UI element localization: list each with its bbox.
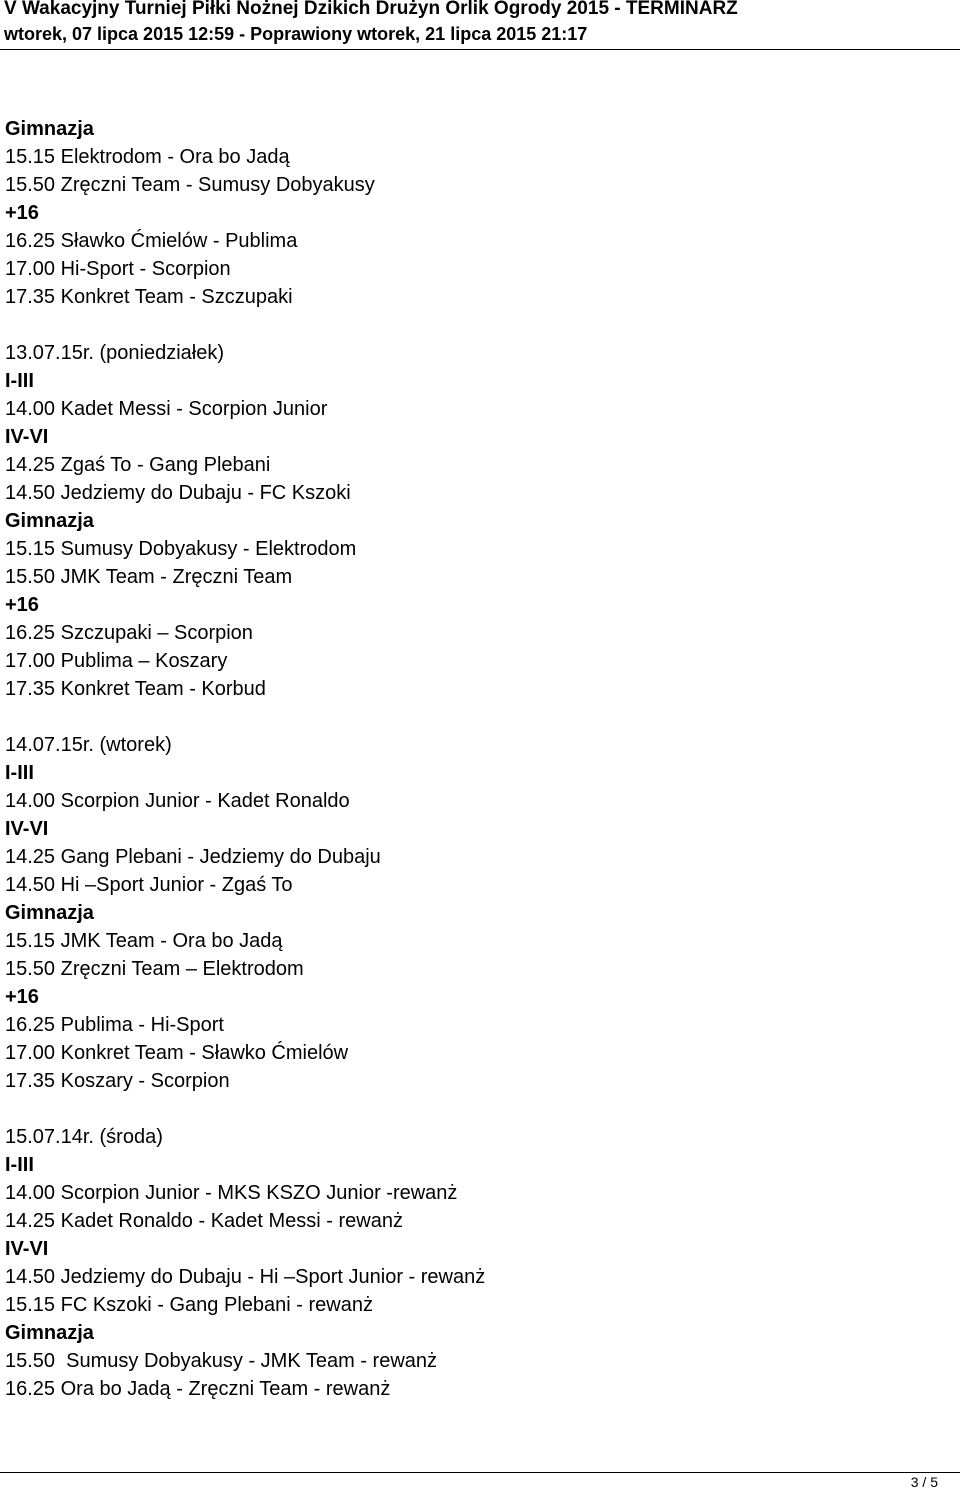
document-meta: wtorek, 07 lipca 2015 12:59 - Poprawiony wtorek, 21 lipca 2015 21:17 xyxy=(4,24,588,44)
match-line: 15.50 JMK Team - Zręczni Team xyxy=(5,566,293,588)
group-heading: Gimnazja xyxy=(5,118,94,140)
group-heading: Gimnazja xyxy=(5,1322,94,1344)
group-heading: IV-VI xyxy=(5,426,49,448)
match-line: 15.15 FC Kszoki - Gang Plebani - rewanż xyxy=(5,1294,373,1316)
match-line: 17.35 Konkret Team - Korbud xyxy=(5,678,266,700)
match-line: 15.50 Zręczni Team – Elektrodom xyxy=(5,958,304,980)
match-line: 16.25 Ora bo Jadą - Zręczni Team - rewanż xyxy=(5,1378,391,1400)
match-line: 14.50 Jedziemy do Dubaju - FC Kszoki xyxy=(5,482,351,504)
group-heading: I-III xyxy=(5,370,34,392)
spacer xyxy=(5,703,945,731)
match-line: 15.15 JMK Team - Ora bo Jadą xyxy=(5,930,283,952)
date-heading: 14.07.15r. (wtorek) xyxy=(5,734,172,756)
group-heading: Gimnazja xyxy=(5,510,94,532)
match-line: 14.00 Scorpion Junior - MKS KSZO Junior -rewanż xyxy=(5,1182,458,1204)
header-divider xyxy=(0,49,960,50)
match-line: 17.00 Konkret Team - Sławko Ćmielów xyxy=(5,1042,349,1064)
group-heading: I-III xyxy=(5,1154,34,1176)
match-line: 14.50 Jedziemy do Dubaju - Hi –Sport Junior - rewanż xyxy=(5,1266,486,1288)
match-line: 16.25 Szczupaki – Scorpion xyxy=(5,622,253,644)
match-line: 15.50 Zręczni Team - Sumusy Dobyakusy xyxy=(5,174,375,196)
match-line: 14.00 Scorpion Junior - Kadet Ronaldo xyxy=(5,790,350,812)
document-title: V Wakacyjny Turniej Piłki Nożnej Dzikich Drużyn Orlik Ogrody 2015 - TERMINARZ xyxy=(4,0,738,19)
spacer xyxy=(5,311,945,339)
date-heading: 15.07.14r. (środa) xyxy=(5,1126,163,1148)
match-line: 15.15 Elektrodom - Ora bo Jadą xyxy=(5,146,290,168)
match-line: 17.35 Koszary - Scorpion xyxy=(5,1070,230,1092)
match-line: 15.50 Sumusy Dobyakusy - JMK Team - rewanż xyxy=(5,1350,438,1372)
group-heading: +16 xyxy=(5,986,39,1008)
schedule-list xyxy=(5,115,945,1403)
match-line: 17.00 Publima – Koszary xyxy=(5,650,228,672)
match-line: 17.35 Konkret Team - Szczupaki xyxy=(5,286,293,308)
match-line: 14.25 Gang Plebani - Jedziemy do Dubaju xyxy=(5,846,381,868)
group-heading: +16 xyxy=(5,202,39,224)
spacer xyxy=(5,1095,945,1123)
match-line: 16.25 Publima - Hi-Sport xyxy=(5,1014,224,1036)
group-heading: IV-VI xyxy=(5,818,49,840)
match-line: 14.50 Hi –Sport Junior - Zgaś To xyxy=(5,874,293,896)
footer-divider xyxy=(0,1472,960,1473)
page-number: 3 / 5 xyxy=(910,1474,938,1490)
page-header xyxy=(0,0,960,45)
match-line: 15.15 Sumusy Dobyakusy - Elektrodom xyxy=(5,538,357,560)
group-heading: +16 xyxy=(5,594,39,616)
match-line: 16.25 Sławko Ćmielów - Publima xyxy=(5,230,298,252)
match-line: 14.00 Kadet Messi - Scorpion Junior xyxy=(5,398,328,420)
match-line: 17.00 Hi-Sport - Scorpion xyxy=(5,258,231,280)
match-line: 14.25 Zgaś To - Gang Plebani xyxy=(5,454,271,476)
match-line: 14.25 Kadet Ronaldo - Kadet Messi - rewanż xyxy=(5,1210,403,1232)
date-heading: 13.07.15r. (poniedziałek) xyxy=(5,342,225,364)
group-heading: I-III xyxy=(5,762,34,784)
group-heading: IV-VI xyxy=(5,1238,49,1260)
group-heading: Gimnazja xyxy=(5,902,94,924)
